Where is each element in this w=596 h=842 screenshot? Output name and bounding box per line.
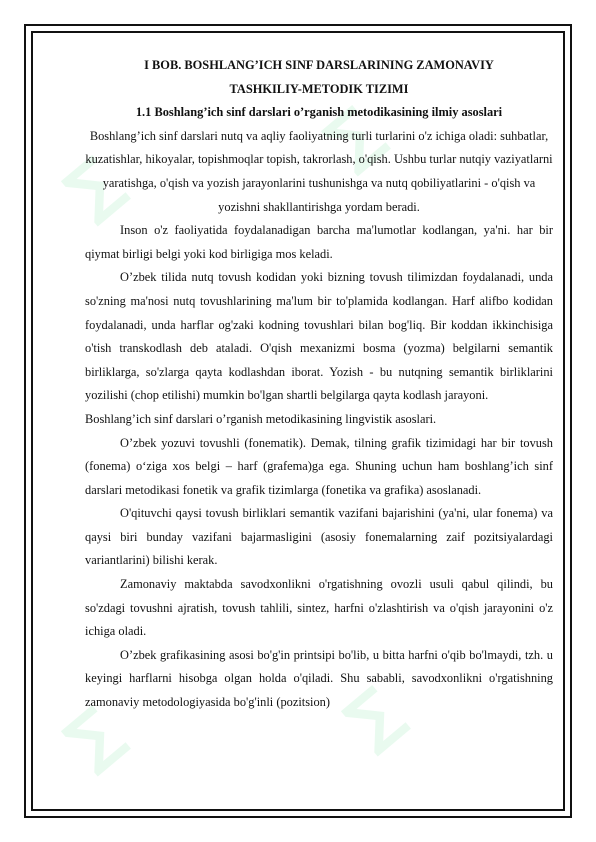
paragraph: Inson o'z faoliyatida foydalanadigan barcha ma'lumotlar kodlangan, ya'ni. har bir qiymat birligi belgi yoki kod birligiga mos keladi.: [85, 223, 553, 261]
chapter-title: I BOB. BOSHLANG’ICH SINF DARSLARINING ZAMONAVIY TASHKILIY-METODIK TIZIMI: [144, 58, 494, 96]
paragraph: O'qituvchi qaysi tovush birliklari semantik vazifani bajarishini (ya'ni, ular fonema) va qaysi biri bunday vazifani bajarmasligini (asosiy fonemalarning zaif pozitsiyalardagi variantlarini) bilishi kerak.: [85, 506, 553, 568]
paragraph: O’zbek yozuvi tovushli (fonematik). Demak, tilning grafik tizimidagi har bir tovush (fonema) o‘ziga xos belgi – harf (grafema)ga ega. Shuning uchun ham boshlang’ich sinf darslari metodikasi fonetik va grafik tizimlarga (fonetika va grafika) asoslanadi.: [85, 435, 553, 497]
paragraph: O’zbek tilida nutq tovush kodidan yoki bizning tovush tilimizdan foydalanadi, unda so'zning ma'nosi nutq tovushlarining ma'lum bir to'plamida kodlangan. Harf alifbo kodidan foydalanadi, unda harflar og'zaki kodning tovushlari bilan bog'liq. Bir koddan ikkinchisiga o'tish transkodlash deb ataladi. O'qish mexanizmi bosma (yozma) belgilarni semantik birliklarga, so'zlarga qayta kodlashdan iborat. Yozish - bu nutqning semantik birliklarini yozilishi (chop etilishi) mumkin bo'lgan shartli belgilarga qayta kodlash jarayoni.: [85, 270, 553, 403]
paragraph: O’zbek grafikasining asosi bo'g'in printsipi bo'lib, u bitta harfni o'qib bo'lmaydi, tzh. u keyingi harflarni hisobga olgan holda o'qiladi. Shu sababli, savodxonlikni o'rgatishning zamonaviy metodologiyasida bo'g'inli (pozitsion): [85, 647, 553, 710]
watermark-logo: ∑: [311, 93, 395, 181]
watermark-logo: ∑: [331, 673, 415, 761]
subheading: Boshlang’ich sinf darslari o’rganish metodikasining lingvistik asoslari.: [85, 411, 437, 426]
paragraph: Zamonaviy maktabda savodxonlikni o'rgatishning ovozli usuli qabul qilindi, bu so'zdagi tovushni ajratish, tovush tahlili, sintez, harfni o'zlashtirish va o'qish jarayonini o'z ichiga oladi.: [85, 577, 553, 639]
intro-paragraph: Boshlang’ich sinf darslari nutq va aqliy faoliyatning turli turlarini o'z ichiga oladi: suhbatlar, kuzatishlar, hikoyalar, topishmoqlar topish, takrorlash, o'qish. Ushbu turlar nutqiy vaziyatlarni yaratishga, o'qish va yozish jarayonlarini tushunishga va nutq qobiliyatlarini - o'qish va yozishni shakllantirishga yordam beradi.: [85, 128, 553, 214]
watermark-logo: ∑: [51, 693, 135, 781]
section-title: 1.1 Boshlang’ich sinf darslari o’rganish metodikasining ilmiy asoslari: [135, 105, 503, 120]
document-body: [85, 54, 553, 715]
watermark-logo: ∑: [51, 143, 135, 231]
